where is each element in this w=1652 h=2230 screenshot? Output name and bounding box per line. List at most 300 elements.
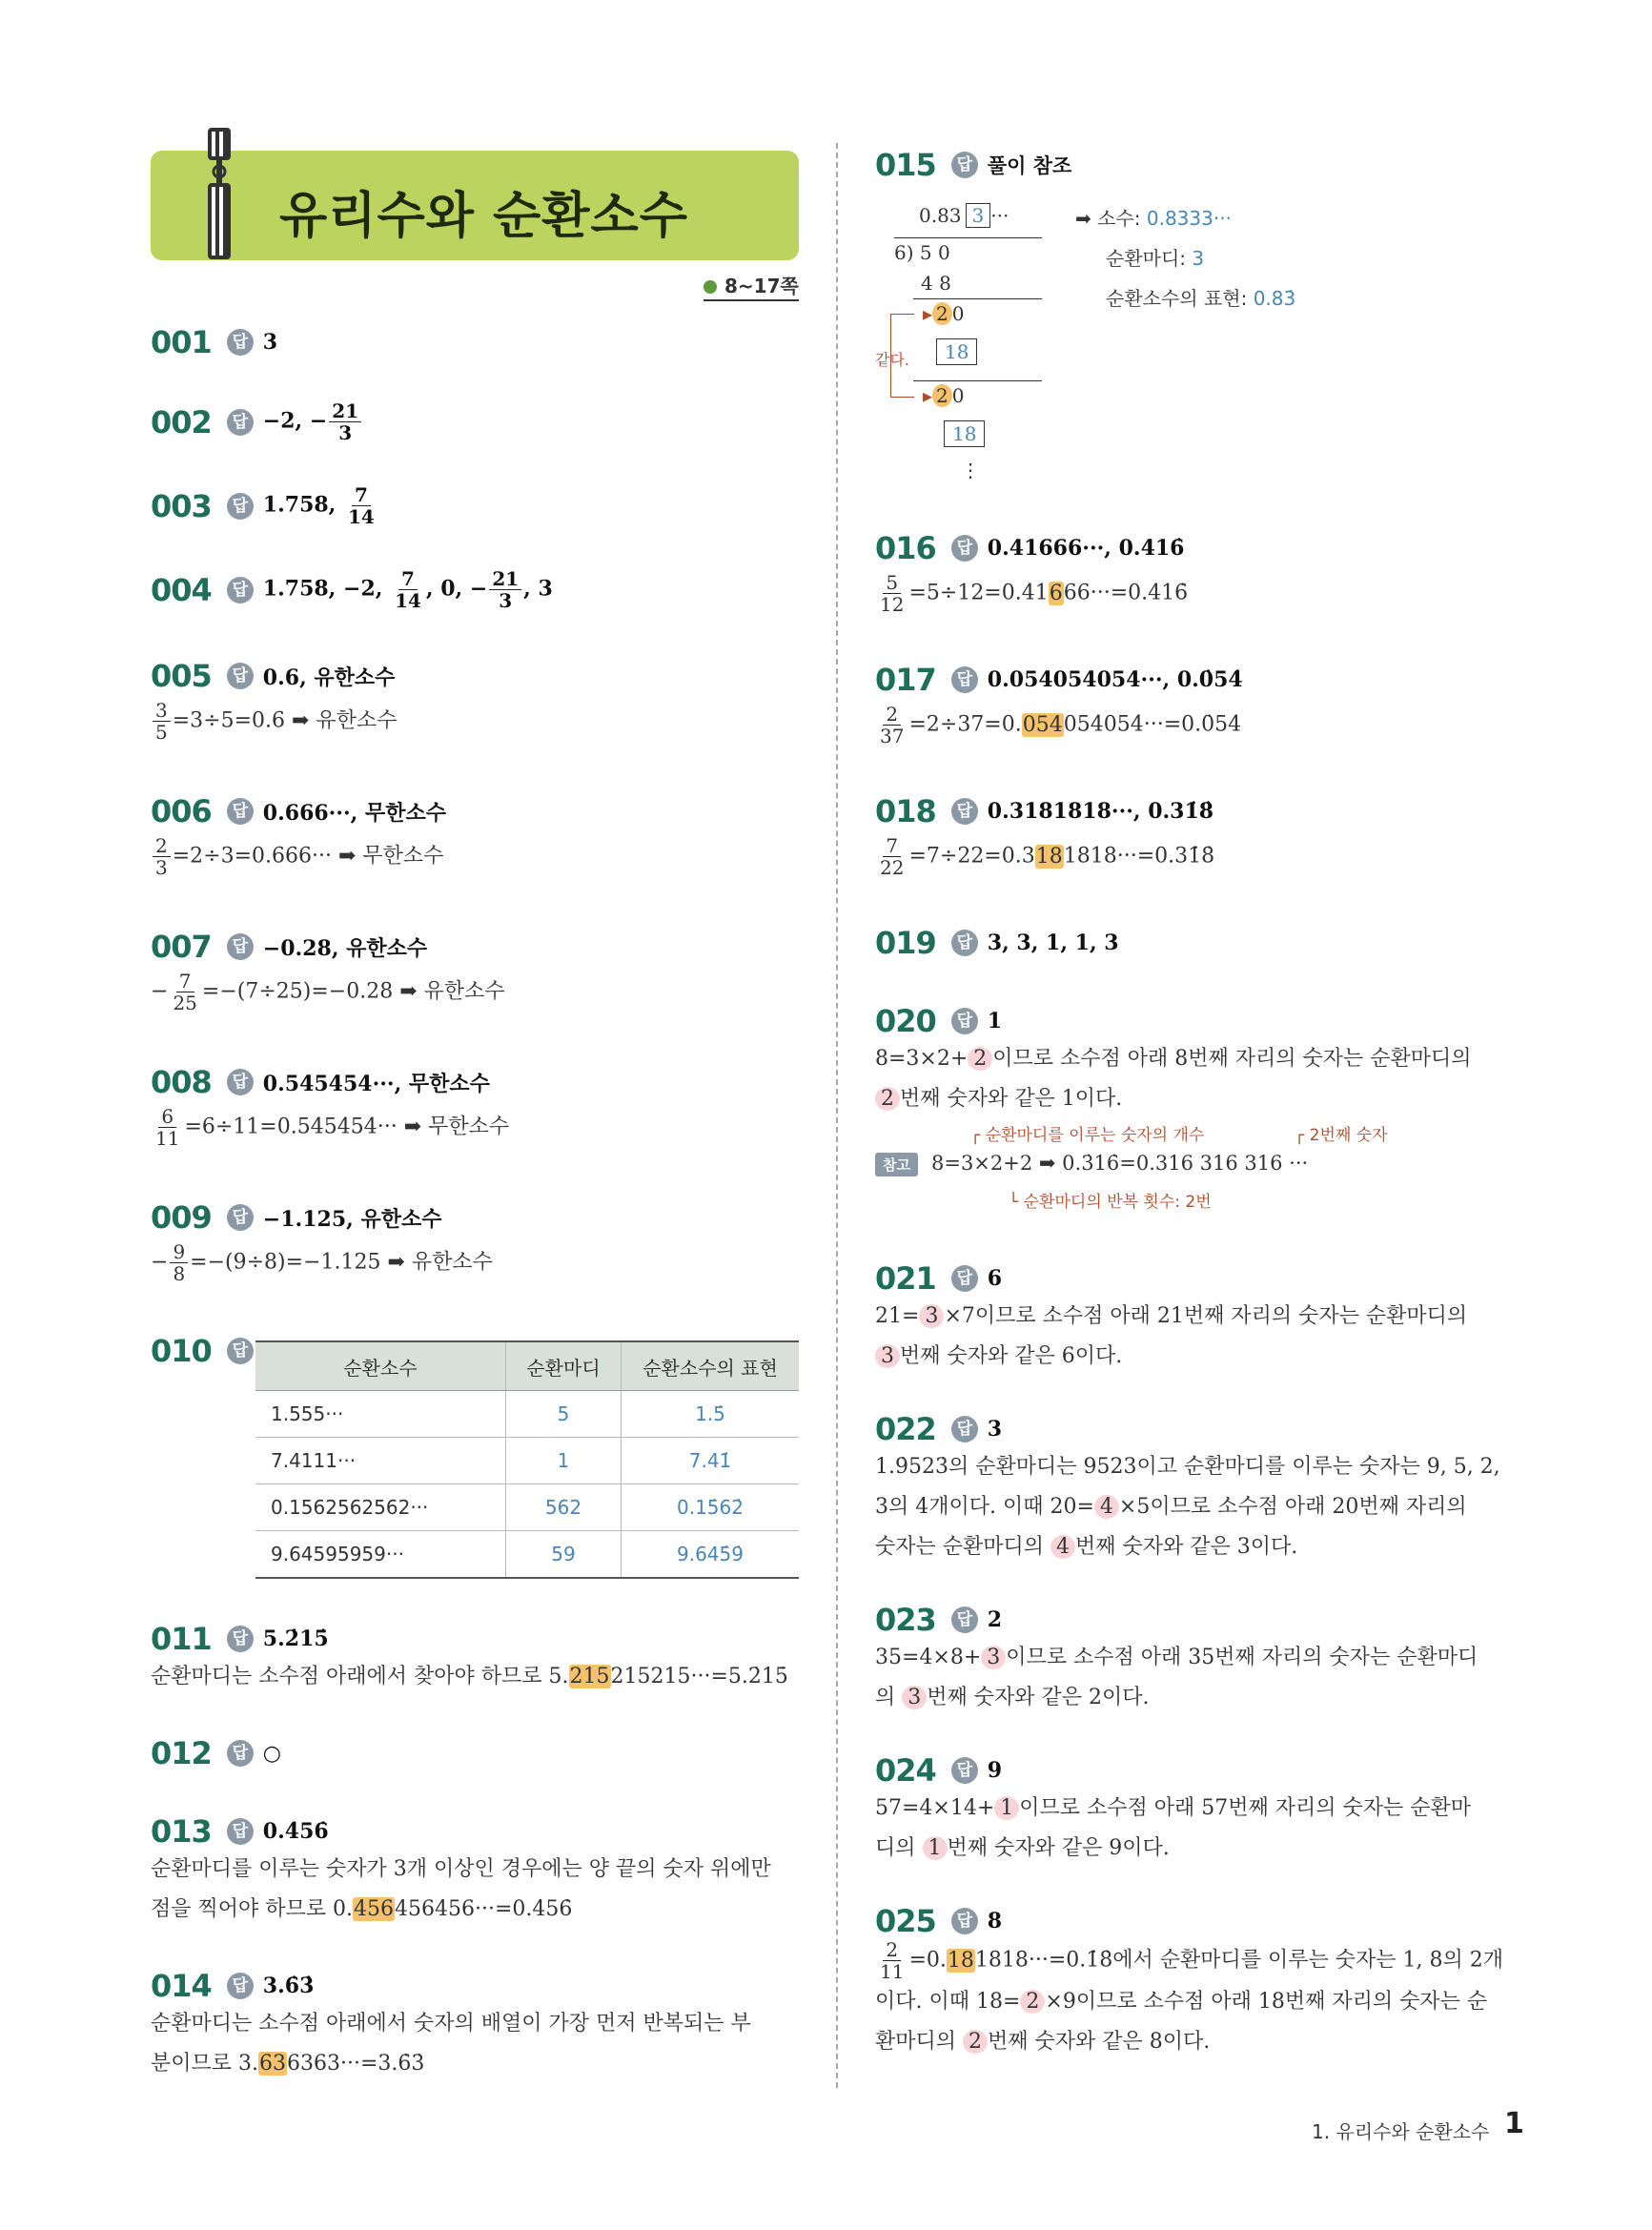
explanation-line [875, 1527, 1525, 1567]
highlight: 18 [947, 1948, 974, 1973]
answer-013 [151, 1813, 808, 1930]
explanation-text: =−(9÷8)=−1.125 ➡ 유한소수 [190, 1250, 493, 1275]
result-value: 0.83̇ [1253, 287, 1296, 310]
table-header: 순환소수 [255, 1341, 506, 1391]
division-row-box: 18 [936, 338, 977, 365]
chapter-title: 유리수와 순환소수 [279, 188, 688, 245]
answer-text: ○ [262, 1741, 281, 1766]
explanation-text: 1818···=0.31̇8̇ [1063, 844, 1215, 869]
explanation-line: 순환마디는 소수점 아래에서 숫자의 배열이 가장 먼저 반복되는 부 [151, 2012, 751, 2036]
fraction-denominator: 11 [880, 1960, 905, 1983]
answer-text [263, 484, 379, 527]
item-number: 024 [875, 1752, 936, 1789]
fraction [170, 971, 199, 1013]
explanation-text: =3÷5=0.6 ➡ 유한소수 [172, 708, 398, 733]
fraction-numerator: 7 [352, 484, 371, 506]
explanation-text: 의 [875, 1686, 903, 1709]
answer-text: 0.41666···, 0.416̇ [987, 536, 1185, 561]
answer-text: 0.3181818···, 0.31̇8̇ [987, 799, 1214, 824]
answer-text: 8 [987, 1909, 1003, 1933]
answer-tag: 답 [227, 1973, 254, 1999]
table-cell: 0.1562562562··· [255, 1484, 506, 1531]
fraction-denominator: 5 [155, 721, 168, 744]
answer-007 [151, 929, 505, 1013]
answer-tag: 답 [227, 409, 254, 436]
table-cell: 1.5̇ [622, 1391, 800, 1438]
pink-highlight: 2 [968, 1047, 992, 1071]
answer-text: 1 [987, 1009, 1003, 1033]
item-number: 013 [151, 1813, 212, 1850]
pink-highlight: 4 [1094, 1495, 1119, 1519]
answer-009 [151, 1199, 493, 1284]
item-number: 017 [875, 662, 936, 698]
answer-003 [151, 484, 379, 527]
explanation [875, 835, 1214, 878]
note-equation-line [875, 1152, 1308, 1176]
item-number: 007 [151, 929, 212, 965]
answer-021 [875, 1260, 1525, 1377]
explanation-text: =2÷37=0. [908, 712, 1022, 737]
explanation [875, 1039, 1525, 1119]
page-range [704, 271, 799, 301]
pink-highlight: 2 [1020, 1990, 1045, 2014]
answer-text: 6 [987, 1266, 1003, 1291]
explanation-text: 8=3×2+ [875, 1047, 969, 1071]
explanation-text: 이므로 소수점 아래 57번째 자리의 숫자는 순환마 [1019, 1796, 1472, 1820]
table-cell: 1 [506, 1438, 622, 1484]
explanation-text: 456456···=0.4̇56̇ [395, 1897, 573, 1921]
explanation [151, 1850, 808, 1930]
table-header: 순환소수의 표현 [622, 1341, 800, 1391]
answer-tag: 답 [951, 1606, 978, 1633]
explanation [151, 2004, 808, 2084]
note-label-top: ┌ 순환마디를 이루는 숫자의 개수 [970, 1126, 1205, 1145]
answer-tag: 답 [951, 1265, 978, 1292]
table-cell: 0.15̇62̇ [622, 1484, 800, 1531]
explanation-text: =0. [908, 1948, 947, 1973]
division-row: ▸ 2 0 [923, 384, 965, 407]
fraction-denominator: 11 [155, 1127, 180, 1150]
explanation-text: =−(7÷25)=−0.28 ➡ 유한소수 [201, 979, 505, 1004]
item-number: 023 [875, 1602, 936, 1638]
item-number: 021 [875, 1260, 936, 1297]
answer-text [263, 400, 363, 443]
table-cell: 7.4111··· [255, 1438, 506, 1484]
answer-text: −1.125, 유한소수 [262, 1206, 442, 1232]
fraction [877, 572, 907, 615]
answer-prefix: 1.758, [262, 492, 344, 518]
answer-text: 0.4̇56̇ [262, 1819, 329, 1844]
fraction-denominator: 12 [880, 593, 905, 616]
fraction-denominator: 3 [338, 421, 353, 444]
answer-tag: 답 [951, 1757, 978, 1784]
explanation [875, 1789, 1525, 1869]
answer-tag: 답 [227, 933, 254, 960]
note-annotation: 순환마디의 반복 횟수: 2번 [1023, 1193, 1212, 1212]
explanation-line [875, 1939, 1525, 1982]
answer-010 [151, 1333, 263, 1369]
same-label: 같다. [875, 351, 909, 369]
item-number: 001 [151, 324, 212, 360]
result-value: 3 [1192, 247, 1205, 270]
minus-sign: − [151, 1250, 169, 1275]
quotient-dots: ··· [990, 204, 1010, 227]
fraction-denominator: 14 [395, 589, 421, 612]
explanation-text: 57=4×14+ [875, 1796, 995, 1820]
explanation [875, 1638, 1525, 1718]
answer-part: , 0, − [425, 576, 488, 602]
page-range-text: 8~17쪽 [724, 275, 799, 297]
highlight: 18 [1035, 844, 1063, 869]
answer-tag: 답 [227, 1069, 254, 1095]
answer-prefix: −2, − [262, 408, 328, 434]
pink-highlight: 2 [963, 2030, 988, 2054]
explanation-text: 번째 숫자와 같은 2이다. [927, 1686, 1150, 1709]
pink-highlight: 1 [923, 1836, 948, 1860]
explanation-text: 6363···=3.6̇3̇ [287, 2052, 425, 2076]
item-number: 005 [151, 658, 212, 694]
answer-tag: 답 [227, 1740, 254, 1767]
answer-020 [875, 1003, 1525, 1119]
explanation-text: 번째 숫자와 같은 8이다. [988, 2030, 1211, 2054]
fraction [877, 835, 907, 878]
explanation-line [875, 2022, 1525, 2062]
explanation-line [875, 1638, 1525, 1678]
fraction-numerator: 6 [158, 1106, 176, 1128]
explanation [875, 1447, 1525, 1567]
pink-highlight: 2 [875, 1087, 900, 1111]
answer-text: 9 [987, 1758, 1003, 1783]
explanation [875, 1939, 1525, 2062]
pink-highlight: 4 [1050, 1535, 1075, 1559]
explanation [875, 572, 1188, 615]
note-label-bottom: └ 순환마디의 반복 횟수: 2번 [1009, 1193, 1212, 1212]
table-header-row [255, 1341, 799, 1391]
item-number: 011 [151, 1621, 212, 1657]
answer-015 [875, 147, 1071, 183]
answer-tag: 답 [951, 666, 978, 693]
answer-text: 0.545454···, 무한소수 [262, 1071, 490, 1096]
result-label: 순환소수의 표현: [1106, 287, 1254, 310]
fraction-numerator: 2 [883, 704, 901, 726]
fraction-numerator: 5 [883, 572, 901, 594]
division-row: 4 8 [921, 272, 951, 295]
item-number: 012 [151, 1735, 212, 1771]
explanation [151, 1241, 493, 1284]
explanation [151, 700, 397, 743]
explanation-text: 이므로 소수점 아래 8번째 자리의 숫자는 순환마디의 [992, 1047, 1472, 1071]
division-row-box: 18 [944, 420, 985, 447]
explanation [151, 971, 505, 1013]
answer-text: 풀이 참조 [987, 154, 1072, 177]
explanation-text: 이다. 이때 18= [875, 1990, 1021, 2014]
answer-text: 3, 3, 1, 1, 3 [987, 931, 1119, 955]
answer-tag: 답 [227, 1338, 254, 1364]
fraction-numerator: 7 [398, 568, 418, 590]
answer-001 [151, 324, 277, 360]
item-number: 025 [875, 1903, 936, 1939]
table-cell: 7.41̇ [622, 1438, 800, 1484]
table-row [255, 1391, 799, 1438]
explanation-text: 번째 숫자와 같은 9이다. [947, 1836, 1170, 1860]
note-equation: 8=3×2+2 ➡ 0.3̇16̇=0.316 316 316 ··· [930, 1152, 1309, 1175]
footer-chapter-title: 1. 유리수와 순환소수 [1312, 2120, 1490, 2143]
fraction-numerator: 2 [153, 835, 171, 857]
answer-tag: 답 [227, 577, 254, 604]
fraction [877, 1939, 907, 1982]
answer-tag: 답 [951, 152, 978, 178]
answer-text: 3.6̇3̇ [262, 1974, 315, 1998]
answer-text: 5.2̇15̇ [262, 1626, 329, 1651]
answer-text: 0.054054054···, 0.0̇54̇ [987, 667, 1243, 692]
explanation-text: 디의 [875, 1836, 923, 1860]
answer-019 [875, 925, 1119, 961]
answer-text: −0.28, 유한소수 [262, 935, 428, 961]
explanation-text: 순환마디는 소수점 아래에서 찾아야 하므로 5. [151, 1665, 569, 1688]
answer-text [263, 568, 553, 611]
explanation [875, 1297, 1525, 1377]
note-annotation: 순환마디를 이루는 숫자의 개수 [985, 1126, 1205, 1145]
table-cell: 59 [506, 1531, 622, 1579]
reference-note [875, 1121, 1525, 1217]
table-cell: 9.64595959··· [255, 1531, 506, 1579]
answer-006 [151, 793, 446, 878]
table-row [255, 1438, 799, 1484]
fraction-denominator: 8 [173, 1262, 186, 1285]
highlight: 215 [569, 1665, 610, 1688]
quotient-digits: 0.83 [919, 204, 962, 227]
pink-highlight: 3 [902, 1686, 927, 1709]
answer-tag: 답 [227, 329, 254, 356]
explanation [151, 1106, 509, 1149]
fraction [153, 700, 171, 743]
result-label: 순환마디: [1106, 247, 1193, 270]
explanation-text: =5÷12=0.41 [908, 581, 1049, 605]
answer-024 [875, 1752, 1525, 1869]
answer-tag: 답 [951, 930, 978, 956]
item-number: 009 [151, 1199, 212, 1236]
fraction [153, 835, 171, 878]
fraction-denominator: 22 [880, 856, 905, 879]
remainder-highlight: 2 [932, 384, 952, 407]
note-badge: 참고 [875, 1153, 918, 1176]
page-marker-icon [704, 280, 717, 294]
answer-016 [875, 530, 1188, 615]
explanation-text: 번째 숫자와 같은 3이다. [1075, 1535, 1298, 1559]
item-number: 003 [151, 487, 212, 524]
page-number: 1 [1504, 2107, 1524, 2140]
item-number: 015 [875, 147, 936, 183]
explanation-line [875, 1789, 1525, 1829]
answer-004 [151, 568, 553, 611]
fraction-denominator: 14 [348, 505, 375, 528]
quotient [919, 203, 1009, 228]
result-notation [1075, 278, 1295, 318]
note-label-top: ┌ 2번째 숫자 [1295, 1126, 1388, 1145]
fraction [877, 704, 907, 747]
answer-023 [875, 1602, 1525, 1718]
answer-tag: 답 [951, 1908, 978, 1934]
explanation-text: =2÷3=0.666··· ➡ 무한소수 [172, 844, 444, 869]
fraction-numerator: 3 [153, 700, 171, 722]
answer-tag: 답 [227, 798, 254, 825]
answer-005 [151, 658, 397, 743]
answer-tag: 답 [227, 1818, 254, 1845]
answer-text: 2 [987, 1607, 1003, 1632]
divisor: 6 [894, 241, 907, 264]
binder-ring-icon [202, 126, 236, 269]
division-result [1075, 198, 1295, 318]
item-number: 008 [151, 1064, 212, 1100]
answer-022 [875, 1411, 1525, 1567]
explanation-line [875, 1079, 1525, 1119]
table-cell: 5 [506, 1391, 622, 1438]
answer-text: 0.6, 유한소수 [262, 665, 396, 690]
dividend-line: 6) 5 0 [894, 241, 950, 264]
note-annotation: 2번째 숫자 [1309, 1126, 1388, 1145]
quotient-box: 3 [966, 203, 991, 228]
explanation-text: 1818···=0.1̇8̇에서 순환마디를 이루는 숫자는 1, 8의 2개 [974, 1948, 1504, 1973]
chapter-banner [151, 151, 799, 260]
answer-025 [875, 1903, 1525, 2062]
item-number: 016 [875, 530, 936, 566]
fraction [392, 568, 424, 611]
explanation-line: 순환마디를 이루는 숫자가 3개 이상인 경우에는 양 끝의 숫자 위에만 [151, 1857, 771, 1881]
explanation-text: =6÷11=0.545454··· ➡ 무한소수 [184, 1115, 510, 1139]
explanation-text: 이므로 소수점 아래 35번째 자리의 숫자는 순환마디 [1006, 1646, 1479, 1669]
answer-text: 3 [262, 330, 278, 355]
answer-017 [875, 662, 1243, 747]
fraction-numerator: 2 [883, 1939, 901, 1961]
item-number: 010 [151, 1333, 212, 1369]
explanation [151, 835, 446, 878]
pink-highlight: 3 [981, 1646, 1006, 1669]
fraction-denominator: 25 [173, 992, 197, 1014]
answer-tag: 답 [951, 1416, 978, 1442]
remainder-digit: 0 [951, 302, 965, 325]
explanation-text: 숫자는 순환마디의 [875, 1535, 1051, 1559]
dividend: 5 0 [919, 241, 950, 264]
remainder-highlight: 2 [932, 302, 952, 325]
highlight: 6 [1049, 581, 1063, 605]
explanation-text: 054054···=0.0̇54̇ [1063, 712, 1242, 737]
explanation-text: ×7이므로 소수점 아래 21번째 자리의 숫자는 순환마디의 [944, 1304, 1468, 1328]
item-number: 014 [151, 1968, 212, 2004]
item-number: 019 [875, 925, 936, 961]
fraction [153, 1106, 182, 1149]
explanation-text: ×9이므로 소수점 아래 18번째 자리의 숫자는 순 [1045, 1990, 1488, 2014]
fraction [489, 568, 521, 611]
fraction-denominator: 3 [155, 856, 168, 879]
pink-highlight: 1 [994, 1796, 1019, 1820]
continuation-dots: ⋮ [961, 459, 980, 481]
explanation-text: 66···=0.416̇ [1063, 581, 1189, 605]
repeating-decimal-table [255, 1340, 799, 1579]
explanation-text: 35=4×8+ [875, 1646, 982, 1669]
result-decimal [1075, 198, 1295, 238]
explanation-text: 3의 4개이다. 이때 20= [875, 1495, 1094, 1519]
answer-text: 3 [987, 1417, 1003, 1442]
answer-008 [151, 1064, 509, 1149]
explanation-line [875, 1487, 1525, 1527]
explanation-line: 1.9̇523̇의 순환마디는 9523이고 순환마디를 이루는 숫자는 9, 5, 2, [875, 1455, 1500, 1479]
explanation-text: 점을 찍어야 하므로 0. [151, 1897, 353, 1921]
explanation-text: 번째 숫자와 같은 6이다. [900, 1344, 1123, 1368]
highlight: 456 [354, 1897, 394, 1921]
explanation-line [151, 2044, 808, 2084]
fraction-numerator: 7 [883, 835, 901, 857]
long-division [875, 195, 1047, 501]
fraction-numerator: 21 [329, 400, 361, 422]
answer-012 [151, 1735, 281, 1771]
answer-002 [151, 400, 363, 443]
fraction-denominator: 37 [880, 725, 905, 747]
answer-011 [151, 1621, 808, 1697]
answer-014 [151, 1968, 808, 2084]
result-value: 0.8333··· [1146, 207, 1232, 230]
item-number: 006 [151, 793, 212, 829]
fraction-denominator: 3 [499, 589, 513, 612]
table-cell: 1.555··· [255, 1391, 506, 1438]
division-row: ▸ 2 0 [923, 302, 965, 325]
column-divider [836, 143, 838, 2088]
fraction-numerator: 9 [170, 1241, 188, 1263]
explanation-line [875, 1829, 1525, 1869]
answer-part: , 3 [523, 576, 553, 602]
answer-tag: 답 [227, 1204, 254, 1231]
answer-tag: 답 [227, 663, 254, 689]
explanation-text: 21= [875, 1304, 920, 1328]
answer-tag: 답 [951, 535, 978, 562]
fraction-numerator: 7 [176, 971, 194, 992]
explanation-text: =7÷22=0.3 [908, 844, 1035, 869]
answer-018 [875, 793, 1214, 878]
explanation-line [875, 1039, 1525, 1079]
table-row [255, 1531, 799, 1579]
explanation-text: 환마디의 [875, 2030, 964, 2054]
explanation-text: 분이므로 3. [151, 2052, 258, 2076]
explanation-line [875, 1678, 1525, 1718]
table-cell: 9.645̇9̇ [622, 1531, 800, 1579]
explanation-line [875, 1337, 1525, 1377]
highlight: 63 [259, 2052, 286, 2076]
table-header: 순환마디 [506, 1341, 622, 1391]
pink-highlight: 3 [919, 1304, 944, 1328]
explanation [875, 704, 1243, 747]
explanation [151, 1657, 808, 1697]
fraction [329, 400, 361, 443]
table-row [255, 1484, 799, 1531]
minus-sign: − [151, 979, 169, 1004]
pink-highlight: 3 [875, 1344, 900, 1368]
item-number: 018 [875, 793, 936, 829]
explanation-line [875, 1982, 1525, 2022]
fraction-numerator: 21 [489, 568, 521, 590]
explanation-line [151, 1890, 808, 1930]
fraction [170, 1241, 188, 1284]
item-number: 004 [151, 571, 212, 608]
item-number: 020 [875, 1003, 936, 1039]
highlight: 054 [1022, 712, 1063, 737]
explanation-line [875, 1297, 1525, 1337]
item-number: 002 [151, 403, 212, 440]
explanation-text: 215215···=5.2̇15̇ [610, 1665, 788, 1688]
same-bracket [890, 314, 914, 398]
answer-tag: 답 [951, 798, 978, 825]
result-label: ➡ 소수: [1075, 207, 1147, 230]
remainder-digit: 0 [951, 384, 965, 407]
answer-tag: 답 [951, 1008, 978, 1034]
